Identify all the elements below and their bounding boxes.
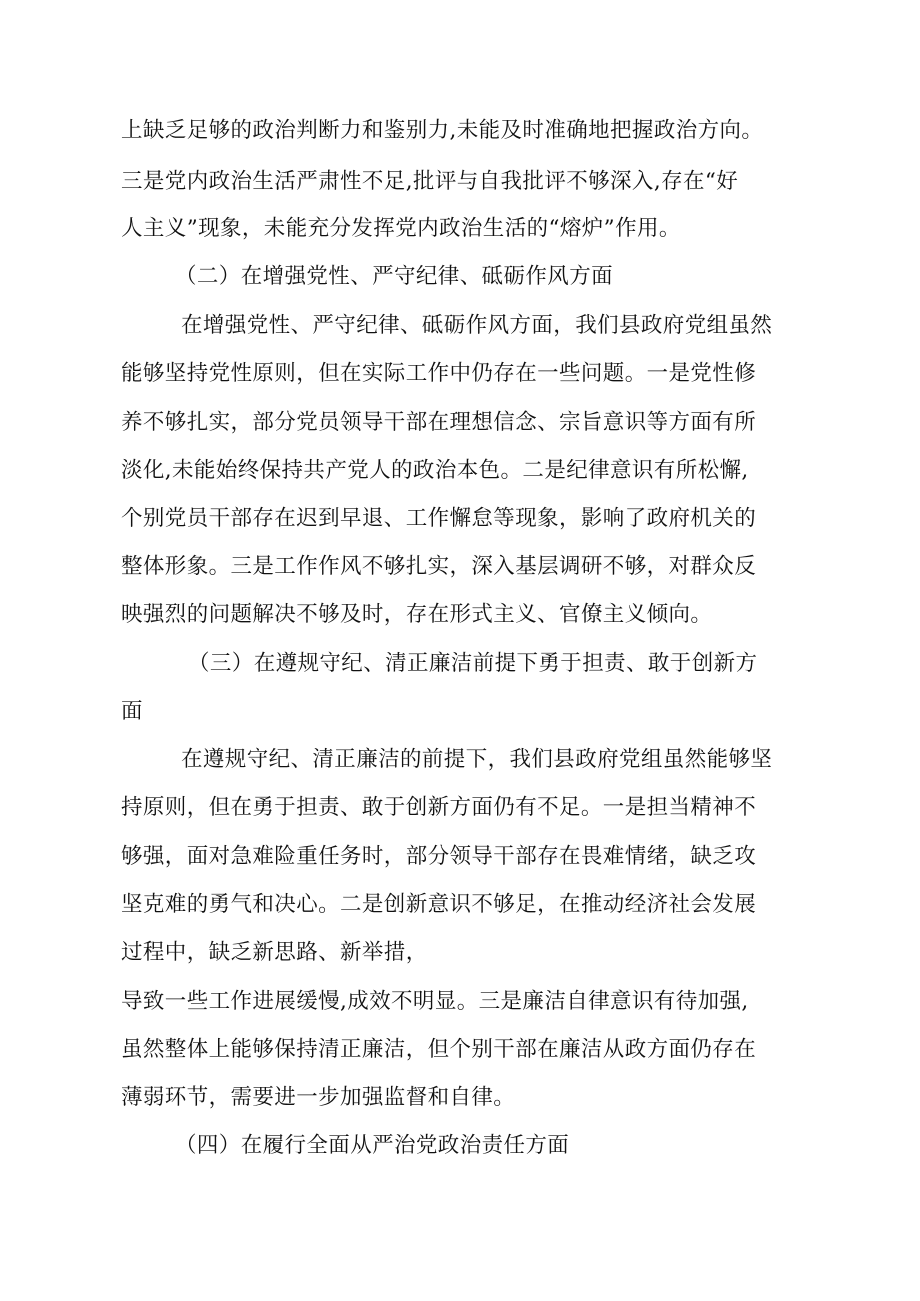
body-line: 虽然整体上能够保持清正廉洁，但个别干部在廉洁从政方面仍存在	[121, 1037, 757, 1062]
section-heading-2: （二）在增强党性、严守纪律、砥砺作风方面	[175, 264, 614, 289]
section-heading-4: （四）在履行全面从严治党政治责任方面	[175, 1133, 570, 1158]
body-line: 薄弱环节，需要进一步加强监督和自律。	[121, 1085, 516, 1110]
body-line: 整体形象。三是工作作风不够扎实，深入基层调研不够，对群众反	[121, 554, 757, 579]
body-line: 坚克难的勇气和决心。二是创新意识不够足，在推动经济社会发展	[121, 892, 757, 917]
paragraph-first-line: 在遵规守纪、清正廉洁的前提下，我们县政府党组虽然能够坚	[181, 747, 773, 772]
body-line: 人主义”现象，未能充分发挥党内政治生活的“熔炉”作用。	[121, 216, 681, 241]
body-line: 淡化,未能始终保持共产党人的政治本色。二是纪律意识有所松懈,	[121, 458, 749, 483]
body-line: 过程中，缺乏新思路、新举措，	[121, 940, 428, 965]
paragraph-first-line: 在增强党性、严守纪律、砥砺作风方面，我们县政府党组虽然	[181, 313, 773, 338]
body-line: 够强，面对急难险重任务时，部分领导干部存在畏难情绪，缺乏攻	[121, 844, 757, 869]
body-line: 个别党员干部存在迟到早退、工作懈怠等现象，影响了政府机关的	[121, 506, 757, 531]
section-heading-3: （三）在遵规守纪、清正廉洁前提下勇于担责、敢于创新方	[188, 651, 758, 676]
body-line: 能够坚持党性原则，但在实际工作中仍存在一些问题。一是党性修	[121, 361, 757, 386]
body-line: 映强烈的问题解决不够及时，存在形式主义、官僚主义倾向。	[121, 602, 713, 627]
section-heading-3-cont: 面	[121, 699, 143, 724]
body-line: 导致一些工作进展缓慢,成效不明显。三是廉洁自律意识有待加强,	[121, 989, 749, 1014]
body-line: 上缺乏足够的政治判断力和鉴别力,未能及时准确地把握政治方向。	[121, 118, 764, 143]
body-line: 养不够扎实，部分党员领导干部在理想信念、宗旨意识等方面有所	[121, 410, 757, 435]
body-line: 三是党内政治生活严肃性不足,批评与自我批评不够深入,存在“好	[121, 169, 739, 194]
body-line: 持原则，但在勇于担责、敢于创新方面仍有不足。一是担当精神不	[121, 795, 757, 820]
